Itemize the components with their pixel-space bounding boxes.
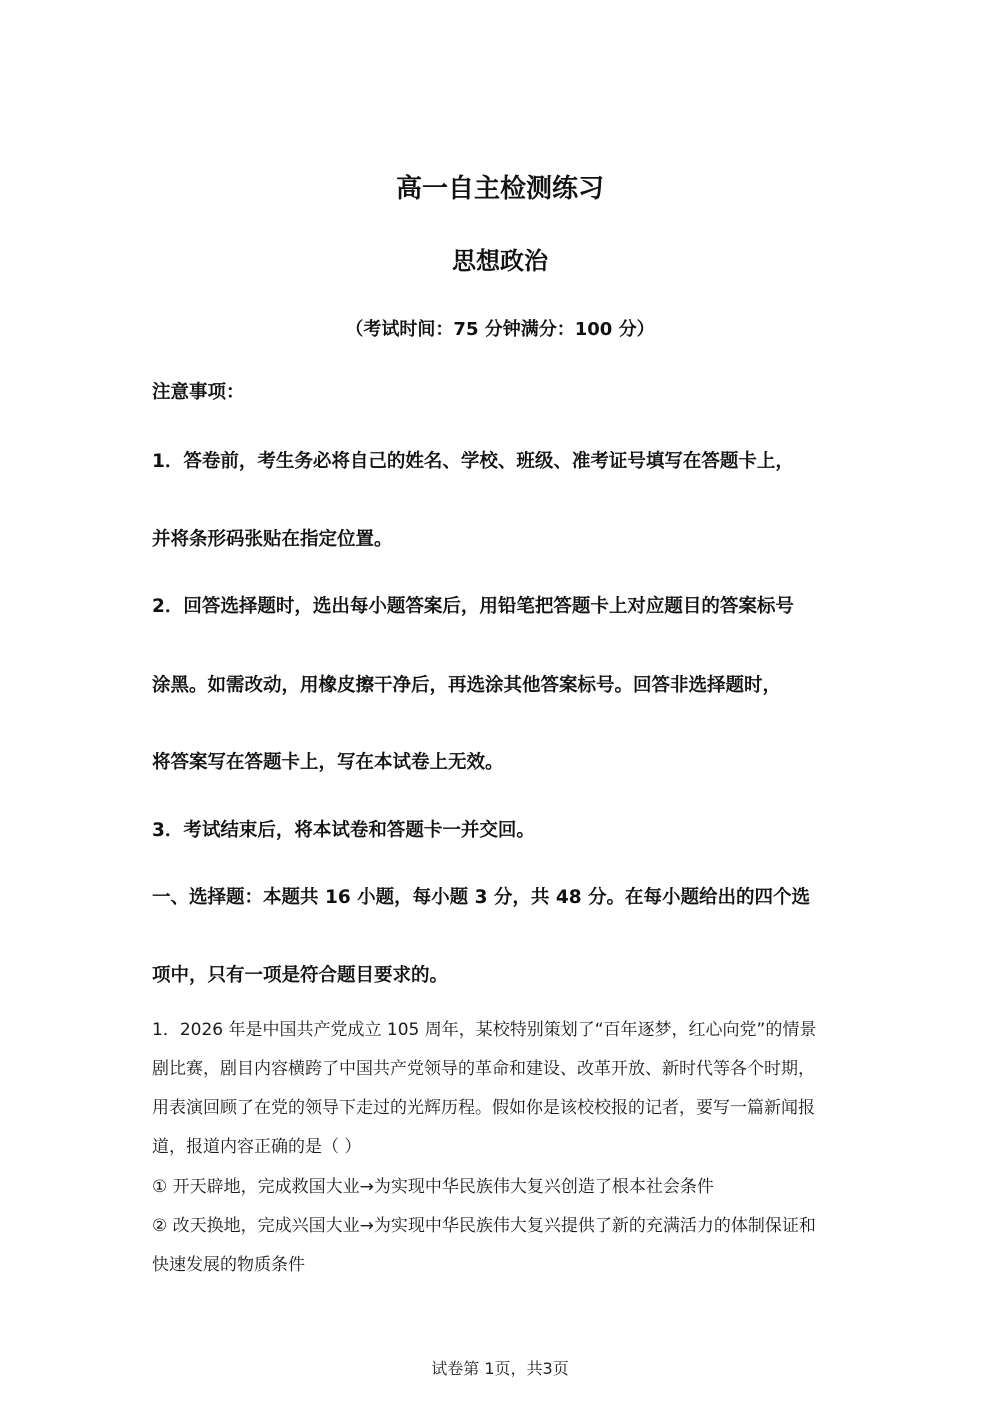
instruction-1-line-1: 1．答卷前，考生务必将自己的姓名、学校、班级、准考证号填写在答题卡上， xyxy=(152,451,794,472)
question-1-line-4: 道，报道内容正确的是（ ） xyxy=(152,1137,362,1157)
instructions-heading: 注意事项： xyxy=(152,382,245,403)
section-1-heading-line-2: 项中，只有一项是符合题目要求的。 xyxy=(152,965,449,986)
instruction-3: 3．考试结束后，将本试卷和答题卡一并交回。 xyxy=(152,820,535,841)
section-1-heading-line-1: 一、选择题：本题共 16 小题，每小题 3 分，共 48 分。在每小题给出的四个选 xyxy=(152,887,811,908)
instruction-2-line-1: 2．回答选择题时，选出每小题答案后，用铅笔把答题卡上对应题目的答案标号 xyxy=(152,596,794,617)
question-1-option-2-line-1: ② 改天换地，完成兴国大业→为实现中华民族伟大复兴提供了新的充满活力的体制保证和 xyxy=(152,1216,816,1236)
question-1-line-3: 用表演回顾了在党的领导下走过的光辉历程。假如你是该校校报的记者，要写一篇新闻报 xyxy=(152,1098,815,1118)
subject-title: 思想政治 xyxy=(452,247,548,275)
question-1-line-2: 剧比赛，剧目内容横跨了中国共产党领导的革命和建设、改革开放、新时代等各个时期， xyxy=(152,1059,815,1079)
question-1-line-1: 1．2026 年是中国共产党成立 105 周年，某校特别策划了“百年逐梦，红心向党”的情景 xyxy=(152,1020,817,1040)
exam-title: 高一自主检测练习 xyxy=(395,174,604,204)
page-number-footer: 试卷第 1页，共3页 xyxy=(431,1359,569,1378)
question-1-option-2-line-2: 快速发展的物质条件 xyxy=(152,1255,305,1275)
instruction-2-line-2: 涂黑。如需改动，用橡皮擦干净后，再选涂其他答案标号。回答非选择题时， xyxy=(152,675,782,696)
instruction-2-line-3: 将答案写在答题卡上，写在本试卷上无效。 xyxy=(152,752,504,773)
instruction-1-line-2: 并将条形码张贴在指定位置。 xyxy=(152,529,393,550)
exam-time-and-score: （考试时间：75 分钟满分：100 分） xyxy=(345,319,655,340)
question-1-option-1: ① 开天辟地，完成救国大业→为实现中华民族伟大复兴创造了根本社会条件 xyxy=(152,1177,714,1197)
